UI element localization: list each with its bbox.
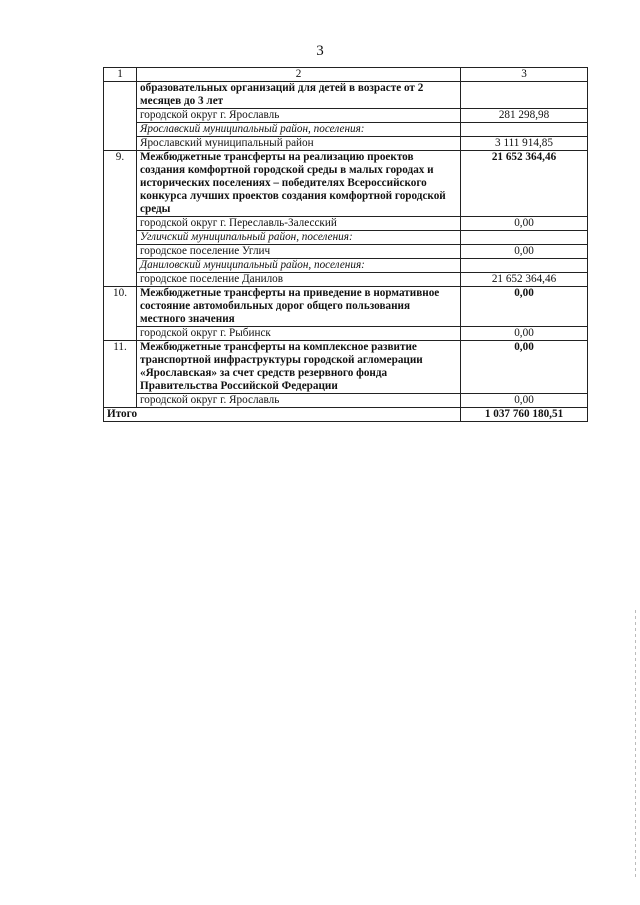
row-number-cell	[104, 82, 137, 151]
total-amount: 1 037 760 180,51	[461, 408, 588, 422]
table-row	[104, 231, 588, 245]
table-row	[104, 151, 588, 217]
table-row	[104, 82, 588, 109]
header-col-2: 2	[137, 68, 461, 82]
row-number-cell: 9.	[104, 151, 137, 287]
row-description-cell: городской округ г. Рыбинск	[137, 327, 461, 341]
table-row	[104, 341, 588, 394]
row-amount-cell: 21 652 364,46	[461, 151, 588, 217]
row-description-cell: Межбюджетные трансферты на приведение в нормативное состояние автомобильных дорог общего пользования местного значения	[137, 287, 461, 327]
table-row	[104, 109, 588, 123]
row-description-cell: городское поселение Углич	[137, 245, 461, 259]
row-amount-cell	[461, 231, 588, 245]
row-number-cell: 11.	[104, 341, 137, 408]
table-row	[104, 259, 588, 273]
table-row	[104, 245, 588, 259]
table-row	[104, 123, 588, 137]
row-amount-cell: 0,00	[461, 245, 588, 259]
row-amount-cell: 0,00	[461, 287, 588, 327]
table-row	[104, 217, 588, 231]
row-amount-cell	[461, 82, 588, 109]
row-amount-cell: 281 298,98	[461, 109, 588, 123]
scan-edge-artifact	[635, 610, 636, 880]
row-description-cell: Даниловский муниципальный район, поселения:	[137, 259, 461, 273]
page-number: 3	[316, 43, 324, 59]
row-description-cell: городское поселение Данилов	[137, 273, 461, 287]
row-description-cell: городской округ г. Переславль-Залесский	[137, 217, 461, 231]
row-description-cell: городской округ г. Ярославль	[137, 394, 461, 408]
row-amount-cell	[461, 259, 588, 273]
row-description-cell: Угличский муниципальный район, поселения:	[137, 231, 461, 245]
row-amount-cell	[461, 123, 588, 137]
row-description-cell: городской округ г. Ярославль	[137, 109, 461, 123]
total-label: Итого	[104, 408, 461, 422]
row-description-cell: образовательных организаций для детей в возрасте от 2 месяцев до 3 лет	[137, 82, 461, 109]
transfers-table	[103, 67, 588, 422]
table-row	[104, 137, 588, 151]
header-col-3: 3	[461, 68, 588, 82]
row-amount-cell: 0,00	[461, 394, 588, 408]
row-description-cell: Ярославский муниципальный район, поселения:	[137, 123, 461, 137]
row-amount-cell: 0,00	[461, 341, 588, 394]
table-header-row	[104, 68, 588, 82]
row-description-cell: Межбюджетные трансферты на реализацию проектов создания комфортной городской среды в малых городах и исторических поселениях – победителях Всероссийского конкурса лучших проектов создания комфортной городской среды	[137, 151, 461, 217]
table-row	[104, 273, 588, 287]
table-row	[104, 394, 588, 408]
table-row	[104, 327, 588, 341]
row-amount-cell: 21 652 364,46	[461, 273, 588, 287]
table-row	[104, 287, 588, 327]
row-amount-cell: 0,00	[461, 217, 588, 231]
row-amount-cell: 0,00	[461, 327, 588, 341]
row-number-cell: 10.	[104, 287, 137, 341]
row-description-cell: Ярославский муниципальный район	[137, 137, 461, 151]
total-row	[104, 408, 588, 422]
header-col-1: 1	[104, 68, 137, 82]
row-description-cell: Межбюджетные трансферты на комплексное развитие транспортной инфраструктуры городской агломерации «Ярославская» за счет средств резервного фонда Правительства Российской Федерации	[137, 341, 461, 394]
row-amount-cell: 3 111 914,85	[461, 137, 588, 151]
